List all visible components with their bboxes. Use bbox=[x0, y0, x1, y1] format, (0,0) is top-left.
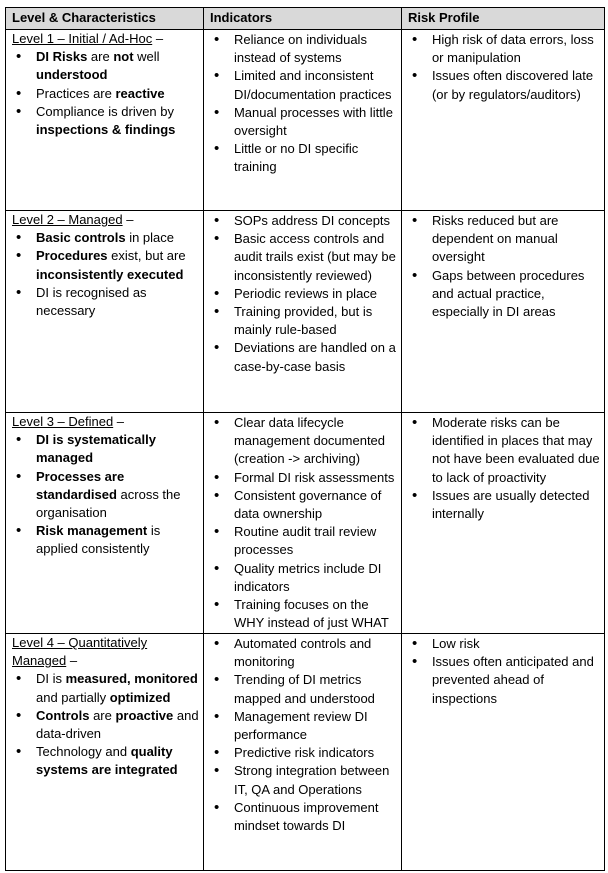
characteristic-text: DI is bbox=[36, 671, 66, 687]
header-level-characteristics: Level & Characteristics bbox=[6, 8, 204, 30]
characteristic-text: is applied consistently bbox=[36, 523, 161, 557]
characteristic-text: inconsistently executed bbox=[36, 266, 184, 282]
characteristic-item bbox=[36, 229, 199, 247]
risk-item: • Issues often discovered late (or by regulators/auditors) bbox=[432, 67, 600, 103]
indicator-item: • SOPs address DI concepts bbox=[234, 212, 397, 230]
characteristic-text: across the organisation bbox=[36, 486, 181, 521]
indicator-item: • Training provided, but is mainly rule-based bbox=[234, 303, 397, 339]
level-title-dash: – bbox=[122, 212, 134, 227]
level-heading bbox=[12, 413, 199, 431]
characteristics-list bbox=[12, 670, 199, 779]
characteristic-item bbox=[36, 743, 199, 779]
indicator-item: • Manual processes with little oversight bbox=[234, 104, 397, 140]
characteristic-text: measured, monitored bbox=[65, 671, 198, 687]
characteristic-text: optimized bbox=[109, 689, 171, 705]
indicator-item: • Quality metrics include DI indicators bbox=[234, 560, 397, 596]
indicator-item: • Management review DI performance bbox=[234, 708, 397, 744]
indicator-item: • Limited and inconsistent DI/documentation practices bbox=[234, 67, 397, 103]
characteristics-list bbox=[12, 431, 199, 558]
maturity-table bbox=[5, 7, 605, 871]
characteristic-item bbox=[36, 468, 199, 523]
indicators-cell bbox=[203, 413, 401, 634]
characteristic-text: not bbox=[113, 49, 134, 65]
risk-cell bbox=[401, 634, 604, 871]
indicators-list bbox=[210, 30, 397, 177]
indicator-item: • Trending of DI metrics mapped and understood bbox=[234, 671, 397, 707]
characteristic-text: quality systems are integrated bbox=[36, 744, 178, 778]
indicator-item: • Continuous improvement mindset towards DI bbox=[234, 799, 397, 835]
level-title: Level 4 – Quantitatively Managed bbox=[12, 635, 148, 669]
indicator-item: • Predictive risk indicators bbox=[234, 744, 397, 762]
characteristic-text: DI is recognised as necessary bbox=[36, 284, 147, 319]
characteristic-text: understood bbox=[36, 67, 108, 83]
level-title-dash: – bbox=[113, 414, 125, 429]
level-title: Level 1 – Initial / Ad-Hoc bbox=[12, 31, 153, 46]
indicator-item: • Little or no DI specific training bbox=[234, 140, 397, 176]
level-heading bbox=[12, 634, 199, 670]
characteristic-text: inspections & findings bbox=[36, 122, 176, 138]
risk-item: • Issues are usually detected internally bbox=[432, 487, 600, 523]
level-heading bbox=[12, 211, 199, 229]
level-title: Level 3 – Defined bbox=[12, 414, 114, 429]
level-cell bbox=[6, 413, 204, 634]
characteristic-text: in place bbox=[125, 230, 175, 246]
characteristics-list bbox=[12, 48, 199, 139]
level-cell bbox=[6, 634, 204, 871]
characteristic-text: DI Risks bbox=[36, 49, 88, 65]
characteristic-text: Technology and bbox=[36, 744, 131, 760]
characteristic-text: Controls bbox=[36, 707, 90, 723]
indicators-cell bbox=[203, 634, 401, 871]
level-title-dash: – bbox=[152, 31, 164, 46]
characteristic-text: Procedures bbox=[36, 248, 108, 264]
table-row bbox=[6, 211, 605, 413]
characteristic-text: and data-driven bbox=[36, 707, 199, 742]
characteristic-text: Compliance is driven by bbox=[36, 103, 175, 119]
table-row bbox=[6, 30, 605, 211]
risk-item: • Risks reduced but are dependent on manual oversight bbox=[432, 212, 600, 267]
characteristic-item bbox=[36, 522, 199, 558]
indicator-item: • Formal DI risk assessments bbox=[234, 469, 397, 487]
characteristics-list bbox=[12, 229, 199, 320]
indicators-cell bbox=[203, 211, 401, 413]
characteristic-text: are bbox=[89, 707, 116, 723]
risk-list bbox=[408, 211, 600, 321]
indicators-list bbox=[210, 413, 397, 632]
indicator-item: • Consistent governance of data ownership bbox=[234, 487, 397, 523]
risk-item: • Issues often anticipated and prevented ahead of inspections bbox=[432, 653, 600, 708]
indicator-item: • Reliance on individuals instead of systems bbox=[234, 31, 397, 67]
characteristic-text: proactive bbox=[115, 707, 174, 723]
indicator-item: • Automated controls and monitoring bbox=[234, 635, 397, 671]
risk-item: • Low risk bbox=[432, 635, 600, 653]
indicator-item: • Deviations are handled on a case-by-case basis bbox=[234, 339, 397, 375]
characteristic-item bbox=[36, 707, 199, 743]
risk-cell bbox=[401, 211, 604, 413]
header-row bbox=[6, 8, 605, 30]
characteristic-text: DI is systematically managed bbox=[36, 432, 156, 466]
indicators-list bbox=[210, 634, 397, 835]
characteristic-text: Practices are bbox=[36, 85, 116, 101]
characteristic-item bbox=[36, 247, 199, 283]
level-heading bbox=[12, 30, 199, 48]
level-cell bbox=[6, 30, 204, 211]
risk-list bbox=[408, 30, 600, 104]
level-cell bbox=[6, 211, 204, 413]
characteristic-item bbox=[36, 670, 199, 706]
level-title: Level 2 – Managed bbox=[12, 212, 123, 227]
header-risk-profile: Risk Profile bbox=[401, 8, 604, 30]
indicator-item: • Routine audit trail review processes bbox=[234, 523, 397, 559]
risk-cell bbox=[401, 30, 604, 211]
indicator-item: • Clear data lifecycle management documented (creation -> archiving) bbox=[234, 414, 397, 469]
risk-item: • Gaps between procedures and actual practice, especially in DI areas bbox=[432, 267, 600, 322]
characteristic-item bbox=[36, 103, 199, 139]
risk-item: • Moderate risks can be identified in places that may not have been evaluated due to lack of proactivity bbox=[432, 414, 600, 487]
table-row bbox=[6, 413, 605, 634]
characteristic-text: Basic controls bbox=[36, 230, 126, 246]
indicator-item: • Strong integration between IT, QA and Operations bbox=[234, 762, 397, 798]
characteristic-text: reactive bbox=[115, 85, 165, 101]
risk-item: • High risk of data errors, loss or manipulation bbox=[432, 31, 600, 67]
indicator-item: • Basic access controls and audit trails exist (but may be inconsistently reviewed) bbox=[234, 230, 397, 285]
characteristic-text: Processes are standardised bbox=[36, 468, 125, 502]
indicator-item: • Periodic reviews in place bbox=[234, 285, 397, 303]
characteristic-text: well bbox=[133, 49, 160, 65]
characteristic-text: and partially bbox=[36, 689, 110, 705]
characteristic-text: Risk management bbox=[36, 523, 148, 539]
risk-list bbox=[408, 413, 600, 523]
level-title-dash: – bbox=[66, 653, 78, 669]
characteristic-text: are bbox=[87, 49, 114, 65]
characteristic-item bbox=[36, 284, 199, 320]
characteristic-item bbox=[36, 431, 199, 467]
risk-cell bbox=[401, 413, 604, 634]
risk-list bbox=[408, 634, 600, 708]
table-row bbox=[6, 634, 605, 871]
indicators-list bbox=[210, 211, 397, 376]
characteristic-text: exist, but are bbox=[107, 248, 186, 264]
indicators-cell bbox=[203, 30, 401, 211]
header-indicators: Indicators bbox=[203, 8, 401, 30]
characteristic-item bbox=[36, 85, 199, 103]
indicator-item: • Training focuses on the WHY instead of just WHAT bbox=[234, 596, 397, 632]
characteristic-item bbox=[36, 48, 199, 84]
